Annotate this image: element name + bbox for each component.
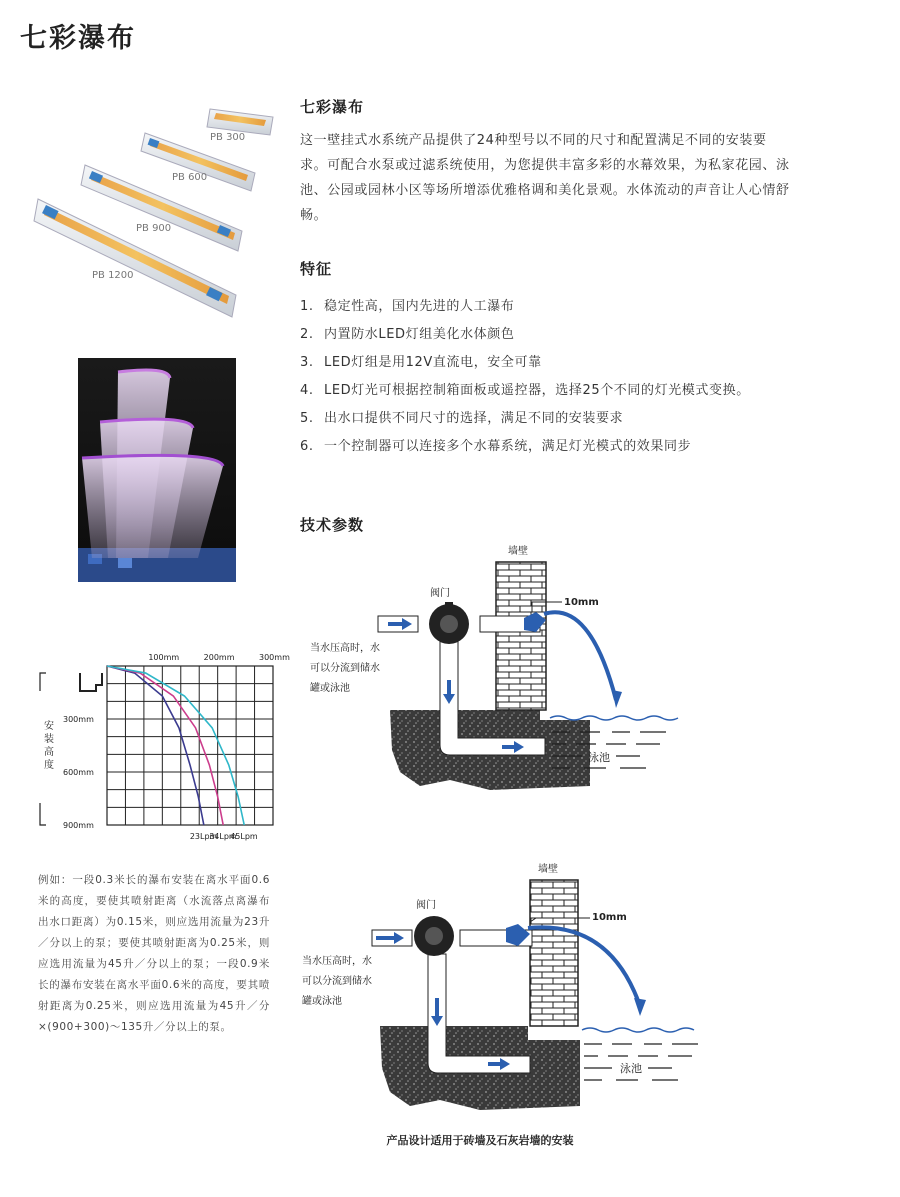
- pool-label: 泳池: [620, 1062, 642, 1075]
- page-title: 七彩瀑布: [20, 23, 136, 54]
- feature-text: 稳定性高，国内先进的人工瀑布: [324, 299, 515, 314]
- height-bracket-bottom: [40, 803, 46, 825]
- feature-item: [300, 378, 800, 403]
- brick-wall: [496, 562, 546, 710]
- feature-text: LED灯光可根据控制箱面板或遥控器，选择25个不同的灯光模式变换。: [324, 383, 750, 398]
- bottom-caption: 产品设计适用于砖墙及石灰岩墙的安装: [386, 1134, 574, 1147]
- product-label-pb600: PB 600: [172, 172, 208, 183]
- features-title: 特征: [300, 260, 333, 278]
- series-line: [107, 666, 204, 825]
- y-tick-label: 900mm: [63, 821, 94, 830]
- water-surface: [582, 1028, 694, 1032]
- height-bracket-top: [40, 673, 46, 691]
- install-diagram-1: [300, 540, 700, 800]
- feature-item: [300, 322, 800, 347]
- product-label-pb900: PB 900: [136, 223, 172, 234]
- outlet-icon: [80, 673, 102, 691]
- note-line-2: 可以分流到储水: [302, 976, 372, 987]
- feature-item: [300, 434, 800, 459]
- chart-grid: [107, 666, 273, 825]
- product-label-pb1200: PB 1200: [92, 270, 134, 281]
- feature-text: 出水口提供不同尺寸的选择，满足不同的安装要求: [324, 411, 624, 426]
- series-label: 34Lpm: [209, 832, 237, 841]
- waterfall-photo: [78, 358, 236, 582]
- product-illustration: [30, 95, 290, 330]
- note-line-3: 罐或泳池: [310, 683, 350, 694]
- series-label: 23Lpm: [189, 832, 218, 841]
- brick-wall: [530, 880, 578, 1026]
- valve-label: 阀门: [430, 588, 450, 599]
- x-tick-label: 300mm: [259, 653, 290, 662]
- series-line: [107, 666, 223, 825]
- feature-item: [300, 406, 800, 431]
- feature-number: 6.: [300, 439, 314, 454]
- gap-label: 10mm: [564, 597, 599, 608]
- y-tick-label: 300mm: [63, 715, 94, 724]
- feature-number: 3.: [300, 355, 314, 370]
- feature-item: [300, 294, 800, 319]
- pool-label: 泳池: [588, 751, 610, 764]
- series-label: 45Lpm: [230, 832, 258, 841]
- product-label-pb300: PB 300: [210, 132, 246, 143]
- water-jet: [544, 612, 616, 700]
- features-list: [300, 294, 800, 462]
- feature-number: 2.: [300, 327, 314, 342]
- feature-text: LED灯组是用12V直流电，安全可靠: [324, 355, 542, 370]
- feature-text: 一个控制器可以连接多个水幕系统，满足灯光模式的效果同步: [324, 439, 692, 454]
- series-line: [107, 666, 244, 825]
- x-tick-label: 100mm: [148, 653, 180, 662]
- feature-number: 4.: [300, 383, 314, 398]
- note-line-2: 可以分流到储水: [310, 663, 380, 674]
- grid-frame: [107, 666, 273, 825]
- water-surface: [550, 716, 678, 720]
- flow-chart: [30, 645, 290, 850]
- feature-number: 5.: [300, 411, 314, 426]
- intro-title: 七彩瀑布: [300, 98, 365, 116]
- feature-number: 1.: [300, 299, 314, 314]
- y-tick-label: 600mm: [63, 768, 94, 777]
- install-diagram-2: [300, 858, 710, 1120]
- wall-label: 墙壁: [538, 864, 558, 875]
- note-line-1: 当水压高时，水: [310, 643, 380, 654]
- y-axis-label: 安装高度: [44, 721, 54, 771]
- wall-label: 墙壁: [508, 546, 528, 557]
- example-text: 例如：一段0.3米长的瀑布安装在离水平面0.6米的高度，要使其喷射距离（水流落点离瀑布出水口距离）为0.15米，则应选用流量为23升／分以上的泵；要使其喷射距离为0.25米，则应选用流量为45升／分以上的泵；一段0.9米长的瀑布安装在离水平面0.6米的高度，要其喷射距离为0.25米，则应选用流量为45升／分×(900+300)～135升／分以上的泵。: [38, 874, 270, 1033]
- tech-title: 技术参数: [300, 516, 365, 534]
- valve-label: 阀门: [416, 900, 436, 911]
- chart-series: [107, 666, 258, 841]
- intro-text: 这一壁挂式水系统产品提供了24种型号以不同的尺寸和配置满足不同的安装要求。可配合水泵或过滤系统使用，为您提供丰富多彩的水幕效果，为私家花园、泳池、公园或园林小区等场所增添优雅格调和美化景观。水体流动的声音让人心情舒畅。: [300, 133, 790, 223]
- gap-label: 10mm: [592, 912, 627, 923]
- chart-ticks: [63, 653, 290, 830]
- feature-item: [300, 350, 800, 375]
- feature-text: 内置防水LED灯组美化水体颜色: [324, 327, 515, 342]
- note-line-3: 罐或泳池: [302, 996, 342, 1007]
- note-line-1: 当水压高时，水: [302, 956, 372, 967]
- x-tick-label: 200mm: [203, 653, 235, 662]
